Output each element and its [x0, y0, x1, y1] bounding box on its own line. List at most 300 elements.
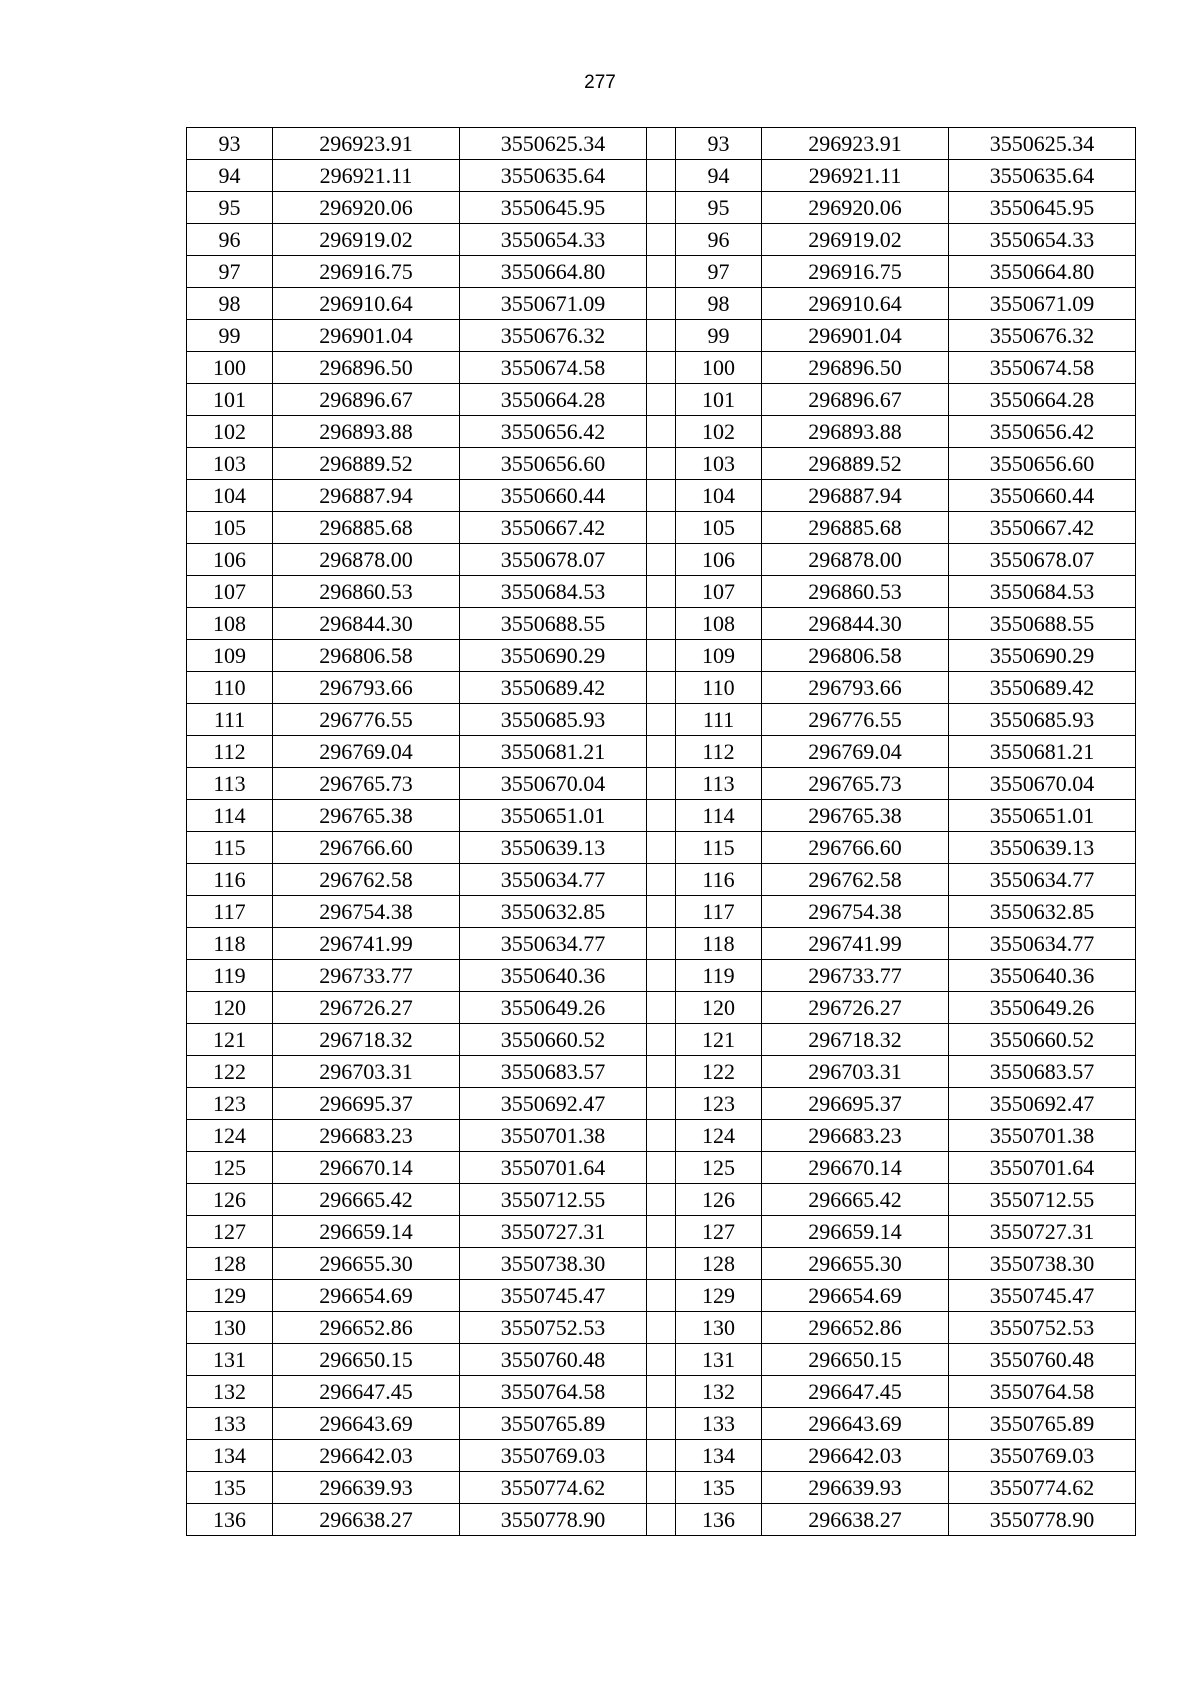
- table-row: [187, 160, 1136, 192]
- right-y-coordinate: 3550654.33: [949, 224, 1136, 256]
- right-point-number: 136: [676, 1504, 762, 1536]
- left-y-coordinate: 3550685.93: [460, 704, 647, 736]
- left-point-number: 100: [187, 352, 273, 384]
- right-point-number: 97: [676, 256, 762, 288]
- right-x-coordinate: 296806.58: [762, 640, 949, 672]
- right-point-number: 135: [676, 1472, 762, 1504]
- right-y-coordinate: 3550752.53: [949, 1312, 1136, 1344]
- left-point-number: 135: [187, 1472, 273, 1504]
- left-y-coordinate: 3550674.58: [460, 352, 647, 384]
- left-y-coordinate: 3550660.44: [460, 480, 647, 512]
- left-y-coordinate: 3550760.48: [460, 1344, 647, 1376]
- left-point-number: 99: [187, 320, 273, 352]
- left-point-number: 132: [187, 1376, 273, 1408]
- right-x-coordinate: 296639.93: [762, 1472, 949, 1504]
- right-x-coordinate: 296921.11: [762, 160, 949, 192]
- spacer-cell: [647, 800, 676, 832]
- right-x-coordinate: 296638.27: [762, 1504, 949, 1536]
- spacer-cell: [647, 1216, 676, 1248]
- left-point-number: 98: [187, 288, 273, 320]
- left-x-coordinate: 296806.58: [273, 640, 460, 672]
- left-y-coordinate: 3550765.89: [460, 1408, 647, 1440]
- right-point-number: 118: [676, 928, 762, 960]
- right-y-coordinate: 3550635.64: [949, 160, 1136, 192]
- left-y-coordinate: 3550664.28: [460, 384, 647, 416]
- right-y-coordinate: 3550764.58: [949, 1376, 1136, 1408]
- left-y-coordinate: 3550774.62: [460, 1472, 647, 1504]
- left-point-number: 118: [187, 928, 273, 960]
- left-x-coordinate: 296885.68: [273, 512, 460, 544]
- right-y-coordinate: 3550660.52: [949, 1024, 1136, 1056]
- left-point-number: 111: [187, 704, 273, 736]
- right-x-coordinate: 296683.23: [762, 1120, 949, 1152]
- left-y-coordinate: 3550681.21: [460, 736, 647, 768]
- left-x-coordinate: 296765.73: [273, 768, 460, 800]
- right-point-number: 123: [676, 1088, 762, 1120]
- right-point-number: 104: [676, 480, 762, 512]
- spacer-cell: [647, 448, 676, 480]
- table-row: [187, 1504, 1136, 1536]
- left-point-number: 96: [187, 224, 273, 256]
- spacer-cell: [647, 1184, 676, 1216]
- spacer-cell: [647, 672, 676, 704]
- spacer-cell: [647, 544, 676, 576]
- table-row: [187, 928, 1136, 960]
- spacer-cell: [647, 160, 676, 192]
- right-y-coordinate: 3550664.80: [949, 256, 1136, 288]
- left-point-number: 112: [187, 736, 273, 768]
- left-y-coordinate: 3550634.77: [460, 864, 647, 896]
- right-point-number: 115: [676, 832, 762, 864]
- right-x-coordinate: 296733.77: [762, 960, 949, 992]
- left-x-coordinate: 296916.75: [273, 256, 460, 288]
- left-x-coordinate: 296726.27: [273, 992, 460, 1024]
- left-x-coordinate: 296654.69: [273, 1280, 460, 1312]
- left-x-coordinate: 296860.53: [273, 576, 460, 608]
- right-x-coordinate: 296741.99: [762, 928, 949, 960]
- left-y-coordinate: 3550649.26: [460, 992, 647, 1024]
- table-row: [187, 800, 1136, 832]
- right-x-coordinate: 296695.37: [762, 1088, 949, 1120]
- table-row: [187, 1408, 1136, 1440]
- left-x-coordinate: 296762.58: [273, 864, 460, 896]
- left-point-number: 120: [187, 992, 273, 1024]
- spacer-cell: [647, 1024, 676, 1056]
- right-point-number: 127: [676, 1216, 762, 1248]
- right-y-coordinate: 3550769.03: [949, 1440, 1136, 1472]
- spacer-cell: [647, 1248, 676, 1280]
- right-x-coordinate: 296762.58: [762, 864, 949, 896]
- right-y-coordinate: 3550688.55: [949, 608, 1136, 640]
- right-x-coordinate: 296860.53: [762, 576, 949, 608]
- left-x-coordinate: 296741.99: [273, 928, 460, 960]
- left-y-coordinate: 3550664.80: [460, 256, 647, 288]
- table-row: [187, 768, 1136, 800]
- left-point-number: 95: [187, 192, 273, 224]
- left-x-coordinate: 296754.38: [273, 896, 460, 928]
- table-row: [187, 736, 1136, 768]
- left-x-coordinate: 296650.15: [273, 1344, 460, 1376]
- left-x-coordinate: 296718.32: [273, 1024, 460, 1056]
- right-point-number: 125: [676, 1152, 762, 1184]
- right-point-number: 121: [676, 1024, 762, 1056]
- right-x-coordinate: 296793.66: [762, 672, 949, 704]
- spacer-cell: [647, 928, 676, 960]
- left-y-coordinate: 3550654.33: [460, 224, 647, 256]
- spacer-cell: [647, 1120, 676, 1152]
- right-y-coordinate: 3550649.26: [949, 992, 1136, 1024]
- right-point-number: 122: [676, 1056, 762, 1088]
- table-row: [187, 416, 1136, 448]
- right-y-coordinate: 3550634.77: [949, 864, 1136, 896]
- left-point-number: 124: [187, 1120, 273, 1152]
- left-x-coordinate: 296921.11: [273, 160, 460, 192]
- table-row: [187, 352, 1136, 384]
- spacer-cell: [647, 576, 676, 608]
- table-row: [187, 320, 1136, 352]
- right-point-number: 111: [676, 704, 762, 736]
- right-y-coordinate: 3550651.01: [949, 800, 1136, 832]
- left-point-number: 93: [187, 128, 273, 160]
- left-y-coordinate: 3550656.42: [460, 416, 647, 448]
- left-point-number: 123: [187, 1088, 273, 1120]
- left-y-coordinate: 3550639.13: [460, 832, 647, 864]
- left-point-number: 107: [187, 576, 273, 608]
- right-point-number: 129: [676, 1280, 762, 1312]
- left-x-coordinate: 296889.52: [273, 448, 460, 480]
- table-row: [187, 512, 1136, 544]
- right-x-coordinate: 296654.69: [762, 1280, 949, 1312]
- right-y-coordinate: 3550660.44: [949, 480, 1136, 512]
- table-row: [187, 1120, 1136, 1152]
- right-point-number: 107: [676, 576, 762, 608]
- left-x-coordinate: 296639.93: [273, 1472, 460, 1504]
- left-point-number: 117: [187, 896, 273, 928]
- left-y-coordinate: 3550651.01: [460, 800, 647, 832]
- right-x-coordinate: 296889.52: [762, 448, 949, 480]
- left-x-coordinate: 296683.23: [273, 1120, 460, 1152]
- right-x-coordinate: 296647.45: [762, 1376, 949, 1408]
- right-point-number: 96: [676, 224, 762, 256]
- right-y-coordinate: 3550701.38: [949, 1120, 1136, 1152]
- right-point-number: 131: [676, 1344, 762, 1376]
- spacer-cell: [647, 192, 676, 224]
- right-y-coordinate: 3550778.90: [949, 1504, 1136, 1536]
- table-row: [187, 1376, 1136, 1408]
- spacer-cell: [647, 352, 676, 384]
- left-point-number: 110: [187, 672, 273, 704]
- left-y-coordinate: 3550683.57: [460, 1056, 647, 1088]
- left-y-coordinate: 3550676.32: [460, 320, 647, 352]
- spacer-cell: [647, 992, 676, 1024]
- left-x-coordinate: 296878.00: [273, 544, 460, 576]
- left-x-coordinate: 296766.60: [273, 832, 460, 864]
- right-x-coordinate: 296703.31: [762, 1056, 949, 1088]
- right-x-coordinate: 296766.60: [762, 832, 949, 864]
- table-row: [187, 1152, 1136, 1184]
- right-point-number: 126: [676, 1184, 762, 1216]
- left-point-number: 108: [187, 608, 273, 640]
- spacer-cell: [647, 736, 676, 768]
- right-x-coordinate: 296893.88: [762, 416, 949, 448]
- table-row: [187, 640, 1136, 672]
- right-point-number: 134: [676, 1440, 762, 1472]
- table-row: [187, 576, 1136, 608]
- left-x-coordinate: 296643.69: [273, 1408, 460, 1440]
- left-y-coordinate: 3550745.47: [460, 1280, 647, 1312]
- right-x-coordinate: 296659.14: [762, 1216, 949, 1248]
- left-y-coordinate: 3550688.55: [460, 608, 647, 640]
- left-x-coordinate: 296896.50: [273, 352, 460, 384]
- left-x-coordinate: 296765.38: [273, 800, 460, 832]
- table-row: [187, 1088, 1136, 1120]
- table-row: [187, 832, 1136, 864]
- right-point-number: 112: [676, 736, 762, 768]
- left-point-number: 106: [187, 544, 273, 576]
- right-x-coordinate: 296670.14: [762, 1152, 949, 1184]
- table-row: [187, 608, 1136, 640]
- left-y-coordinate: 3550752.53: [460, 1312, 647, 1344]
- right-point-number: 105: [676, 512, 762, 544]
- right-x-coordinate: 296901.04: [762, 320, 949, 352]
- right-x-coordinate: 296896.50: [762, 352, 949, 384]
- left-x-coordinate: 296793.66: [273, 672, 460, 704]
- right-y-coordinate: 3550625.34: [949, 128, 1136, 160]
- table-row: [187, 256, 1136, 288]
- table-row: [187, 1184, 1136, 1216]
- right-y-coordinate: 3550701.64: [949, 1152, 1136, 1184]
- left-x-coordinate: 296844.30: [273, 608, 460, 640]
- left-point-number: 109: [187, 640, 273, 672]
- left-y-coordinate: 3550667.42: [460, 512, 647, 544]
- left-y-coordinate: 3550701.64: [460, 1152, 647, 1184]
- right-x-coordinate: 296754.38: [762, 896, 949, 928]
- spacer-cell: [647, 960, 676, 992]
- right-x-coordinate: 296642.03: [762, 1440, 949, 1472]
- right-x-coordinate: 296844.30: [762, 608, 949, 640]
- spacer-cell: [647, 704, 676, 736]
- right-y-coordinate: 3550656.42: [949, 416, 1136, 448]
- table-row: [187, 544, 1136, 576]
- left-y-coordinate: 3550678.07: [460, 544, 647, 576]
- spacer-cell: [647, 128, 676, 160]
- right-y-coordinate: 3550667.42: [949, 512, 1136, 544]
- left-x-coordinate: 296920.06: [273, 192, 460, 224]
- table-row: [187, 448, 1136, 480]
- right-point-number: 108: [676, 608, 762, 640]
- right-x-coordinate: 296726.27: [762, 992, 949, 1024]
- table-row: [187, 704, 1136, 736]
- left-y-coordinate: 3550670.04: [460, 768, 647, 800]
- spacer-cell: [647, 1056, 676, 1088]
- left-y-coordinate: 3550684.53: [460, 576, 647, 608]
- left-point-number: 128: [187, 1248, 273, 1280]
- left-y-coordinate: 3550690.29: [460, 640, 647, 672]
- table-row: [187, 1344, 1136, 1376]
- right-point-number: 100: [676, 352, 762, 384]
- left-point-number: 94: [187, 160, 273, 192]
- right-x-coordinate: 296718.32: [762, 1024, 949, 1056]
- right-y-coordinate: 3550727.31: [949, 1216, 1136, 1248]
- table-row: [187, 1440, 1136, 1472]
- left-point-number: 101: [187, 384, 273, 416]
- left-point-number: 136: [187, 1504, 273, 1536]
- right-y-coordinate: 3550676.32: [949, 320, 1136, 352]
- left-point-number: 131: [187, 1344, 273, 1376]
- left-point-number: 130: [187, 1312, 273, 1344]
- left-y-coordinate: 3550640.36: [460, 960, 647, 992]
- spacer-cell: [647, 480, 676, 512]
- right-y-coordinate: 3550683.57: [949, 1056, 1136, 1088]
- right-point-number: 110: [676, 672, 762, 704]
- left-y-coordinate: 3550660.52: [460, 1024, 647, 1056]
- left-x-coordinate: 296652.86: [273, 1312, 460, 1344]
- right-point-number: 114: [676, 800, 762, 832]
- spacer-cell: [647, 416, 676, 448]
- right-y-coordinate: 3550745.47: [949, 1280, 1136, 1312]
- right-y-coordinate: 3550678.07: [949, 544, 1136, 576]
- left-x-coordinate: 296919.02: [273, 224, 460, 256]
- right-x-coordinate: 296769.04: [762, 736, 949, 768]
- left-x-coordinate: 296642.03: [273, 1440, 460, 1472]
- left-y-coordinate: 3550634.77: [460, 928, 647, 960]
- table-row: [187, 672, 1136, 704]
- spacer-cell: [647, 1504, 676, 1536]
- right-x-coordinate: 296665.42: [762, 1184, 949, 1216]
- spacer-cell: [647, 1376, 676, 1408]
- right-y-coordinate: 3550639.13: [949, 832, 1136, 864]
- spacer-cell: [647, 1280, 676, 1312]
- right-y-coordinate: 3550689.42: [949, 672, 1136, 704]
- table-row: [187, 992, 1136, 1024]
- right-point-number: 124: [676, 1120, 762, 1152]
- spacer-cell: [647, 608, 676, 640]
- spacer-cell: [647, 1408, 676, 1440]
- right-point-number: 132: [676, 1376, 762, 1408]
- left-x-coordinate: 296733.77: [273, 960, 460, 992]
- table-row: [187, 1312, 1136, 1344]
- left-point-number: 97: [187, 256, 273, 288]
- right-point-number: 94: [676, 160, 762, 192]
- right-point-number: 120: [676, 992, 762, 1024]
- left-x-coordinate: 296923.91: [273, 128, 460, 160]
- left-point-number: 134: [187, 1440, 273, 1472]
- left-y-coordinate: 3550727.31: [460, 1216, 647, 1248]
- right-y-coordinate: 3550684.53: [949, 576, 1136, 608]
- right-point-number: 106: [676, 544, 762, 576]
- right-point-number: 128: [676, 1248, 762, 1280]
- left-x-coordinate: 296893.88: [273, 416, 460, 448]
- right-x-coordinate: 296776.55: [762, 704, 949, 736]
- left-point-number: 104: [187, 480, 273, 512]
- spacer-cell: [647, 512, 676, 544]
- left-x-coordinate: 296670.14: [273, 1152, 460, 1184]
- right-x-coordinate: 296765.73: [762, 768, 949, 800]
- coordinate-table: [186, 127, 1136, 1536]
- right-point-number: 119: [676, 960, 762, 992]
- table-row: [187, 864, 1136, 896]
- spacer-cell: [647, 1472, 676, 1504]
- table-row: [187, 384, 1136, 416]
- left-point-number: 129: [187, 1280, 273, 1312]
- left-point-number: 102: [187, 416, 273, 448]
- right-y-coordinate: 3550690.29: [949, 640, 1136, 672]
- left-y-coordinate: 3550625.34: [460, 128, 647, 160]
- spacer-cell: [647, 384, 676, 416]
- spacer-cell: [647, 640, 676, 672]
- spacer-cell: [647, 768, 676, 800]
- left-y-coordinate: 3550764.58: [460, 1376, 647, 1408]
- table-row: [187, 1056, 1136, 1088]
- right-y-coordinate: 3550685.93: [949, 704, 1136, 736]
- right-x-coordinate: 296655.30: [762, 1248, 949, 1280]
- right-x-coordinate: 296923.91: [762, 128, 949, 160]
- spacer-cell: [647, 320, 676, 352]
- right-x-coordinate: 296896.67: [762, 384, 949, 416]
- spacer-cell: [647, 224, 676, 256]
- left-point-number: 103: [187, 448, 273, 480]
- right-x-coordinate: 296916.75: [762, 256, 949, 288]
- right-y-coordinate: 3550760.48: [949, 1344, 1136, 1376]
- table-row: [187, 480, 1136, 512]
- left-y-coordinate: 3550778.90: [460, 1504, 647, 1536]
- left-point-number: 133: [187, 1408, 273, 1440]
- left-point-number: 125: [187, 1152, 273, 1184]
- right-x-coordinate: 296910.64: [762, 288, 949, 320]
- left-point-number: 113: [187, 768, 273, 800]
- left-y-coordinate: 3550701.38: [460, 1120, 647, 1152]
- right-y-coordinate: 3550712.55: [949, 1184, 1136, 1216]
- right-point-number: 95: [676, 192, 762, 224]
- left-x-coordinate: 296910.64: [273, 288, 460, 320]
- left-point-number: 115: [187, 832, 273, 864]
- left-y-coordinate: 3550656.60: [460, 448, 647, 480]
- left-x-coordinate: 296647.45: [273, 1376, 460, 1408]
- left-x-coordinate: 296655.30: [273, 1248, 460, 1280]
- right-y-coordinate: 3550640.36: [949, 960, 1136, 992]
- table-row: [187, 192, 1136, 224]
- right-point-number: 98: [676, 288, 762, 320]
- right-point-number: 99: [676, 320, 762, 352]
- right-point-number: 117: [676, 896, 762, 928]
- table-row: [187, 128, 1136, 160]
- spacer-cell: [647, 864, 676, 896]
- right-y-coordinate: 3550664.28: [949, 384, 1136, 416]
- left-x-coordinate: 296887.94: [273, 480, 460, 512]
- right-x-coordinate: 296919.02: [762, 224, 949, 256]
- right-y-coordinate: 3550738.30: [949, 1248, 1136, 1280]
- right-point-number: 116: [676, 864, 762, 896]
- left-y-coordinate: 3550632.85: [460, 896, 647, 928]
- right-y-coordinate: 3550656.60: [949, 448, 1136, 480]
- right-point-number: 113: [676, 768, 762, 800]
- left-x-coordinate: 296901.04: [273, 320, 460, 352]
- right-point-number: 130: [676, 1312, 762, 1344]
- table-row: [187, 1024, 1136, 1056]
- spacer-cell: [647, 1152, 676, 1184]
- left-point-number: 127: [187, 1216, 273, 1248]
- spacer-cell: [647, 1312, 676, 1344]
- left-x-coordinate: 296769.04: [273, 736, 460, 768]
- right-y-coordinate: 3550671.09: [949, 288, 1136, 320]
- right-point-number: 103: [676, 448, 762, 480]
- left-point-number: 122: [187, 1056, 273, 1088]
- left-point-number: 126: [187, 1184, 273, 1216]
- left-y-coordinate: 3550671.09: [460, 288, 647, 320]
- left-y-coordinate: 3550769.03: [460, 1440, 647, 1472]
- left-y-coordinate: 3550692.47: [460, 1088, 647, 1120]
- right-point-number: 102: [676, 416, 762, 448]
